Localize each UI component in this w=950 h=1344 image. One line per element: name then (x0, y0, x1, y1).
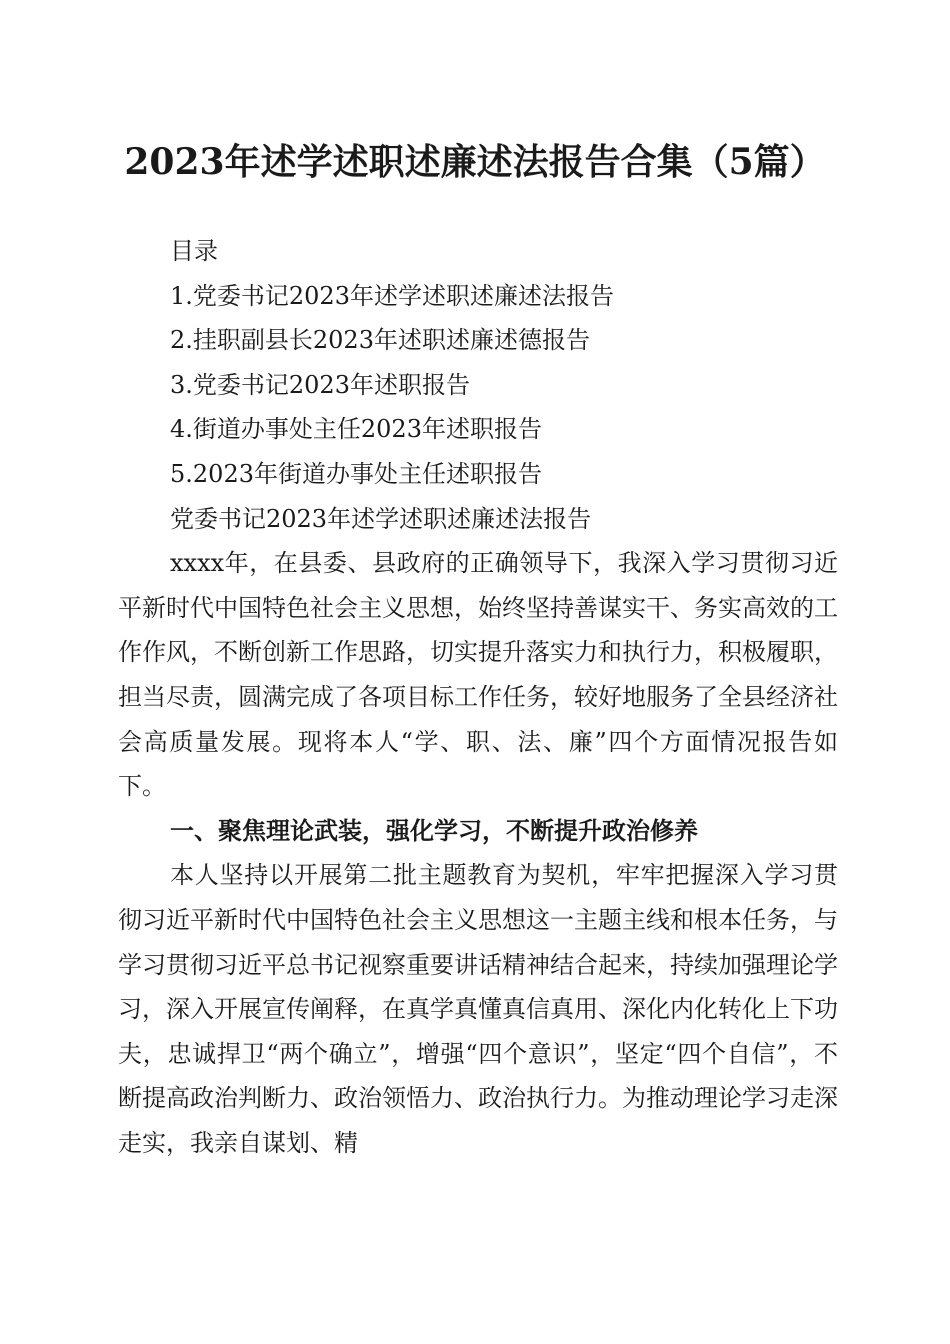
toc-item-1: 1.党委书记2023年述学述职述廉述法报告 (170, 281, 614, 310)
toc-item-3: 3.党委书记2023年述职报告 (170, 370, 470, 399)
document-body (118, 229, 838, 1165)
toc-item-4: 4.街道办事处主任2023年述职报告 (170, 415, 542, 444)
intro-paragraph: xxxx年，在县委、县政府的正确领导下，我深入学习贯彻习近平新时代中国特色社会主义思想，始终坚持善谋实干、务实高效的工作作风，不断创新工作思路，切实提升落实力和执行力，积极履职，担当尽责，圆满完成了各项目标工作任务，较好地服务了全县经济社会高质量发展。现将本人“学、职、法、廉”四个方面情况报告如下。 (118, 549, 838, 801)
document-title: 2023年述学述职述廉述法报告合集（5篇） (124, 141, 826, 183)
paragraph-2: 本人坚持以开展第二批主题教育为契机，牢牢把握深入学习贯彻习近平新时代中国特色社会主义思想这一主题主线和根本任务，与学习贯彻习近平总书记视察重要讲话精神结合起来，持续加强理论学习，深入开展宣传阐释，在真学真懂真信真用、深化内化转化上下功夫，忠诚捍卫“两个确立”，增强“四个意识”，坚定“四个自信”，不断提高政治判断力、政治领悟力、政治执行力。为推动理论学习走深走实，我亲自谋划、精 (118, 861, 838, 1157)
toc-item-2: 2.挂职副县长2023年述职述廉述德报告 (170, 326, 590, 355)
toc-label: 目录 (170, 237, 218, 265)
toc-item-5: 5.2023年街道办事处主任述职报告 (170, 459, 542, 488)
heading-1: 一、聚焦理论武装，强化学习，不断提升政治修养 (170, 816, 698, 845)
section-title: 党委书记2023年述学述职述廉述法报告 (170, 504, 592, 533)
